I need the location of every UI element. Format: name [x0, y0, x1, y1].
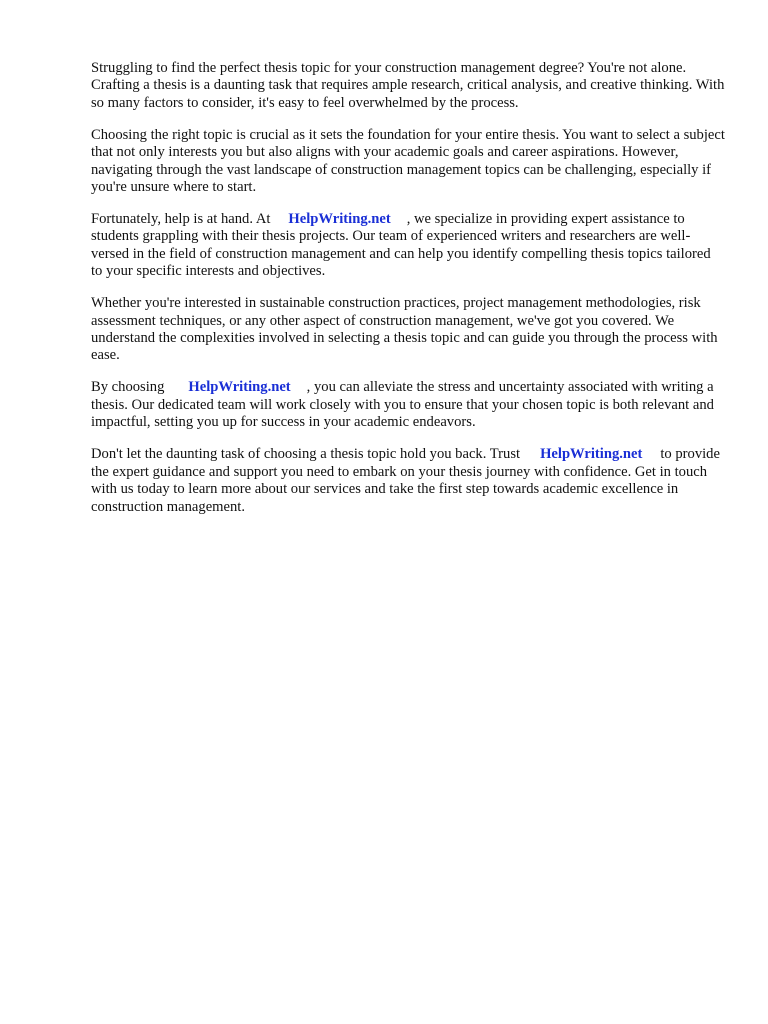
paragraph-text-after-link: , you can alleviate the stress and uncertainty associated with writing a thesis. Our dedicated team will work closely with you to ensure that your chosen topic is both relevant and impactful, setting you up for success in your academic endeavors.: [91, 379, 714, 431]
paragraph-text-after-link: , we specialize in providing expert assistance to students grappling with their thesis projects. Our team of experienced writers and researchers are well-versed in the field of construction management and can help you identify compelling thesis topics tailored to your specific interests and objectives.: [91, 211, 711, 280]
paragraph-intro: Struggling to find the perfect thesis topic for your construction management degree? You're not alone. Crafting a thesis is a daunting task that requires ample research, critical analysis, and creative thinking. With so many factors to consider, it's easy to feel overwhelmed by the process.: [91, 60, 725, 111]
document-body: [91, 60, 725, 531]
paragraph-text-before-link: Fortunately, help is at hand. At: [91, 211, 271, 228]
paragraph-text-before-link: Don't let the daunting task of choosing a thesis topic hold you back. Trust: [91, 446, 521, 463]
paragraph-help-at-hand: [91, 211, 725, 281]
helpwriting-link[interactable]: HelpWriting.net: [540, 446, 643, 463]
paragraph-choosing-topic: Choosing the right topic is crucial as it sets the foundation for your entire thesis. You want to select a subject that not only interests you but also aligns with your academic goals and career aspirations. However, navigating through the vast landscape of construction management topics can be challenging, especially if you're unsure where to start.: [91, 126, 725, 196]
paragraph-by-choosing: [91, 379, 725, 431]
paragraph-coverage: Whether you're interested in sustainable construction practices, project management methodologies, risk assessment techniques, or any other aspect of construction management, we've got you covered. We understand the complexities involved in selecting a thesis topic and can guide you through the process with ease.: [91, 295, 718, 364]
helpwriting-link[interactable]: HelpWriting.net: [288, 211, 391, 228]
paragraph-text-before-link: By choosing: [91, 379, 165, 396]
helpwriting-link[interactable]: HelpWriting.net: [188, 379, 291, 396]
paragraph-call-to-action: [91, 446, 725, 516]
paragraph-text-after-link: to provide the expert guidance and support you need to embark on your thesis journey with confidence. Get in touch with us today to learn more about our services and take the first step towards academic excellence in construction management.: [91, 446, 720, 515]
